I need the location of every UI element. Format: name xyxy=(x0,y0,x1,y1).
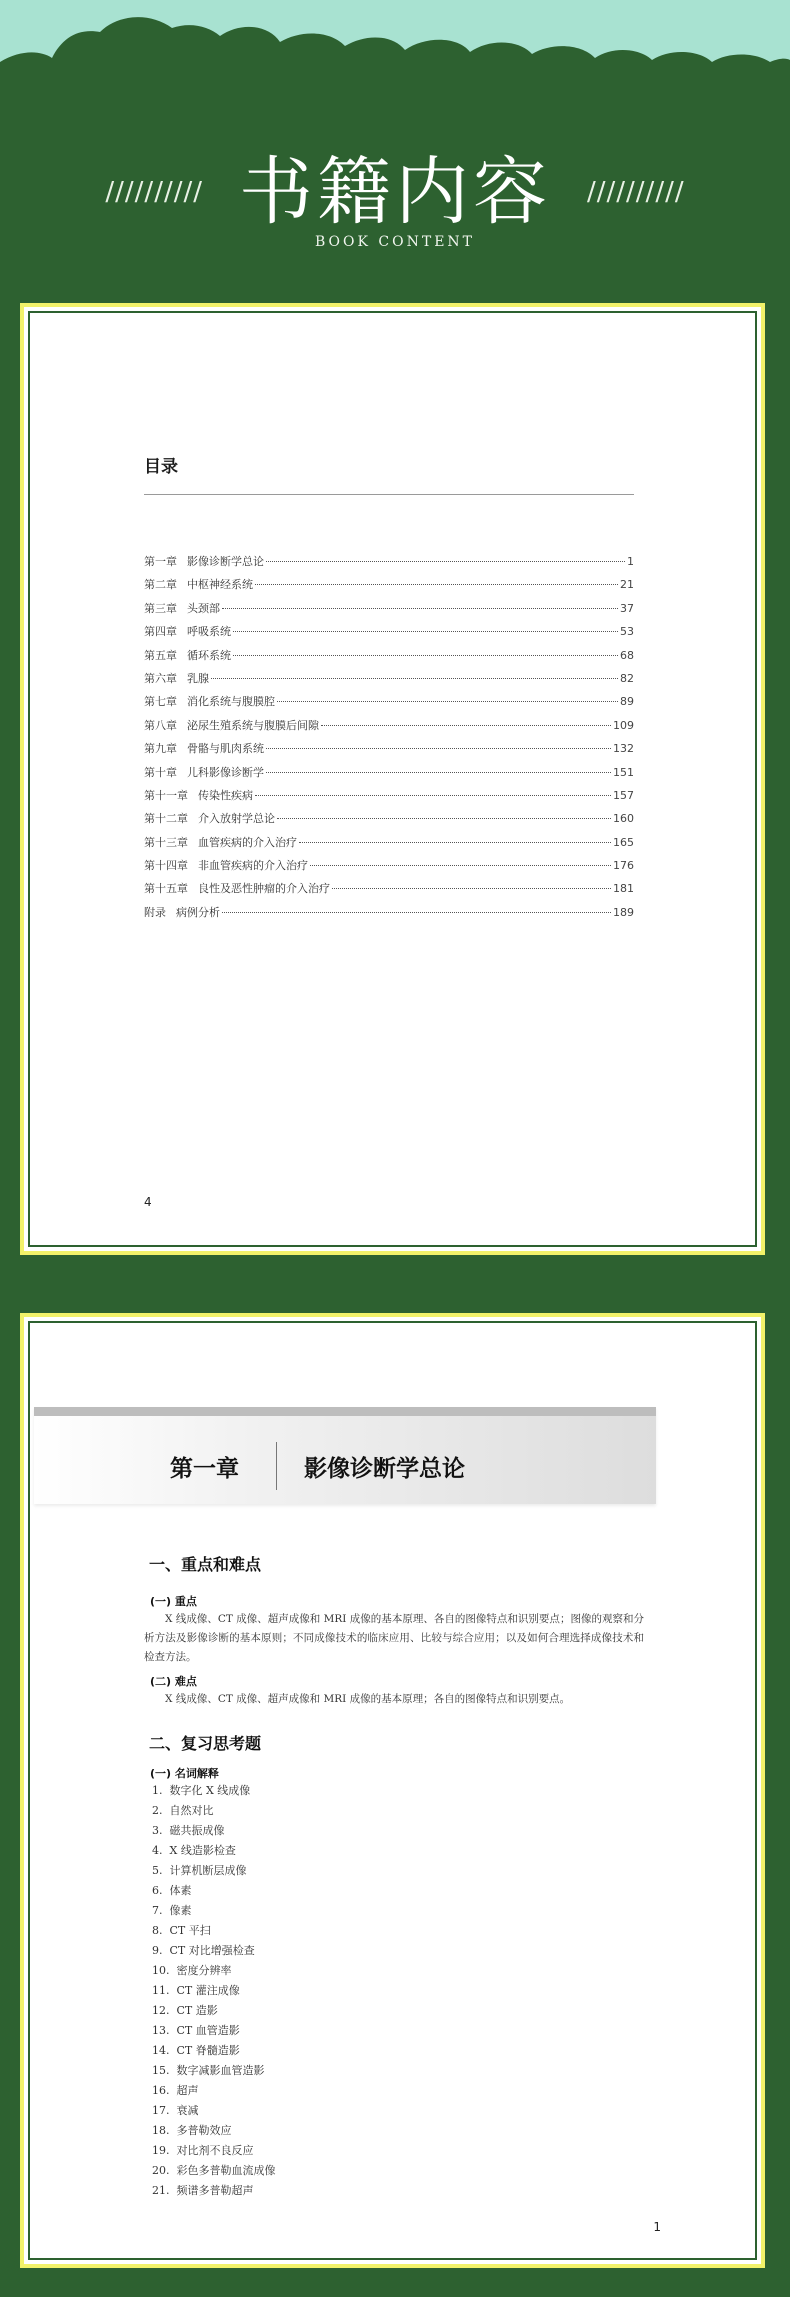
toc-page-ref: 109 xyxy=(613,718,634,732)
toc-page-frame xyxy=(20,303,765,1255)
toc-entry xyxy=(144,880,634,903)
toc-leader-dots xyxy=(222,912,611,913)
toc-chapter-label: 第十三章 xyxy=(144,835,188,849)
toc-chapter-name: 病例分析 xyxy=(176,905,220,919)
toc-entry xyxy=(144,740,634,763)
toc-leader-dots xyxy=(299,842,611,843)
term-item: 21. 频谱多普勒超声 xyxy=(152,2184,254,2197)
term-item: 10. 密度分辨率 xyxy=(152,1964,232,1977)
toc-chapter-name: 头颈部 xyxy=(187,601,220,615)
toc-leader-dots xyxy=(332,888,611,889)
term-item: 2. 自然对比 xyxy=(152,1804,214,1817)
toc-leader-dots xyxy=(211,678,618,679)
toc-entry xyxy=(144,576,634,599)
term-item: 7. 像素 xyxy=(152,1904,192,1917)
hills-decoration xyxy=(0,0,790,140)
chapter-page-number: 1 xyxy=(653,2220,661,2234)
term-item: 3. 磁共振成像 xyxy=(152,1824,225,1837)
toc-chapter-name: 循环系统 xyxy=(187,648,231,662)
toc-page-ref: 151 xyxy=(613,765,634,779)
toc-entry xyxy=(144,553,634,576)
toc-chapter-label: 第一章 xyxy=(144,555,177,568)
toc-page-ref: 89 xyxy=(620,695,634,709)
toc-chapter-label: 第十四章 xyxy=(144,859,188,873)
term-item: 9. CT 对比增强检查 xyxy=(152,1944,255,1957)
toc-leader-dots xyxy=(266,772,611,773)
toc-chapter-name: 呼吸系统 xyxy=(187,625,231,639)
toc-chapter-label: 第四章 xyxy=(144,625,177,639)
toc-page-ref: 21 xyxy=(620,578,634,592)
toc-chapter-label: 第十一章 xyxy=(144,788,188,802)
chapter-title: 影像诊断学总论 xyxy=(304,1456,465,1482)
toc-chapter-name: 非血管疾病的介入治疗 xyxy=(198,859,308,873)
term-item: 12. CT 造影 xyxy=(152,2004,218,2017)
toc-chapter-name: 血管疾病的介入治疗 xyxy=(198,835,297,849)
toc-entry xyxy=(144,717,634,740)
term-item: 1. 数字化 X 线成像 xyxy=(152,1784,251,1797)
toc-leader-dots xyxy=(277,818,611,819)
term-item: 14. CT 脊髓造影 xyxy=(152,2044,240,2057)
subheading-key-points: (一) 重点 xyxy=(150,1595,197,1608)
term-item: 13. CT 血管造影 xyxy=(152,2024,240,2037)
term-item: 16. 超声 xyxy=(152,2084,199,2097)
slash-decoration-left: ////////// xyxy=(105,177,203,207)
toc-entry xyxy=(144,834,634,857)
toc-chapter-name: 良性及恶性肿瘤的介入治疗 xyxy=(198,882,330,896)
toc-entry xyxy=(144,647,634,670)
subheading-terms: (一) 名词解释 xyxy=(150,1767,219,1780)
difficulties-text: X 线成像、CT 成像、超声成像和 MRI 成像的基本原理；各自的图像特点和识别要点。 xyxy=(165,1693,571,1705)
term-item: 20. 彩色多普勒血流成像 xyxy=(152,2164,276,2177)
toc-chapter-name: 消化系统与腹膜腔 xyxy=(187,695,275,709)
toc-leader-dots xyxy=(277,701,618,702)
toc-leader-dots xyxy=(233,631,618,632)
toc-page-ref: 165 xyxy=(613,835,634,849)
toc-chapter-label: 第八章 xyxy=(144,718,177,732)
toc-divider xyxy=(144,494,634,495)
toc-chapter-name: 儿科影像诊断学 xyxy=(187,765,264,779)
toc-entry xyxy=(144,787,634,810)
toc-page-ref: 37 xyxy=(620,601,634,615)
toc-page-ref: 160 xyxy=(613,812,634,826)
toc-entry xyxy=(144,693,634,716)
toc-page-ref: 157 xyxy=(613,788,634,802)
toc-leader-dots xyxy=(255,584,618,585)
terms-list xyxy=(152,1781,276,2201)
toc-chapter-label: 第十章 xyxy=(144,765,177,779)
toc-chapter-label: 第六章 xyxy=(144,671,177,685)
chapter-page-frame xyxy=(20,1313,765,2268)
toc-entry xyxy=(144,623,634,646)
chapter-divider xyxy=(276,1442,277,1490)
chapter-number: 第一章 xyxy=(170,1456,239,1482)
page-title: 书籍内容 xyxy=(239,149,551,235)
toc-leader-dots xyxy=(266,561,625,562)
toc-page-ref: 1 xyxy=(627,555,634,568)
toc-chapter-label: 第七章 xyxy=(144,695,177,709)
toc-page-ref: 53 xyxy=(620,625,634,639)
toc-chapter-label: 第十二章 xyxy=(144,812,188,826)
term-item: 5. 计算机断层成像 xyxy=(152,1864,247,1877)
toc-page-ref: 176 xyxy=(613,859,634,873)
toc-title: 目录 xyxy=(144,457,178,477)
toc-chapter-label: 第五章 xyxy=(144,648,177,662)
toc-leader-dots xyxy=(222,608,618,609)
slash-decoration-right: ////////// xyxy=(587,177,685,207)
toc-chapter-name: 乳腺 xyxy=(187,671,209,685)
toc-chapter-name: 介入放射学总论 xyxy=(198,812,275,826)
toc-chapter-label: 第三章 xyxy=(144,601,177,615)
toc-leader-dots xyxy=(321,725,611,726)
toc-chapter-label: 第二章 xyxy=(144,578,177,592)
term-item: 8. CT 平扫 xyxy=(152,1924,211,1937)
toc-page-ref: 82 xyxy=(620,671,634,685)
toc-leader-dots xyxy=(266,748,611,749)
toc-page-ref: 181 xyxy=(613,882,634,896)
term-item: 17. 衰减 xyxy=(152,2104,199,2117)
toc-entry xyxy=(144,857,634,880)
toc-chapter-name: 骨骼与肌肉系统 xyxy=(187,742,264,756)
toc-chapter-label: 第九章 xyxy=(144,742,177,756)
toc-chapter-name: 中枢神经系统 xyxy=(187,578,253,592)
chapter-banner xyxy=(34,1407,656,1504)
toc-page-ref: 189 xyxy=(613,905,634,919)
page-subtitle: BOOK CONTENT xyxy=(315,234,475,250)
toc-chapter-name: 泌尿生殖系统与腹膜后间隙 xyxy=(187,718,319,732)
toc-chapter-label: 第十五章 xyxy=(144,882,188,896)
toc-leader-dots xyxy=(310,865,611,866)
toc-page-ref: 132 xyxy=(613,742,634,756)
header xyxy=(0,150,790,250)
toc-entry xyxy=(144,904,634,927)
toc-entry xyxy=(144,600,634,623)
toc-entry xyxy=(144,810,634,833)
toc-entry xyxy=(144,670,634,693)
toc-chapter-name: 影像诊断学总论 xyxy=(187,555,264,568)
term-item: 11. CT 灌注成像 xyxy=(152,1984,240,1997)
subheading-difficulties: (二) 难点 xyxy=(150,1675,197,1688)
term-item: 19. 对比剂不良反应 xyxy=(152,2144,254,2157)
section-heading-key-points: 一、重点和难点 xyxy=(149,1555,262,1574)
toc-chapter-label: 附录 xyxy=(144,905,166,919)
toc-leader-dots xyxy=(233,655,618,656)
term-item: 18. 多普勒效应 xyxy=(152,2124,232,2137)
term-item: 15. 数字减影血管造影 xyxy=(152,2064,265,2077)
toc-list xyxy=(144,553,634,927)
key-points-text: X 线成像、CT 成像、超声成像和 MRI 成像的基本原理、各自的图像特点和识别要点；图像的观察和分析方法及影像诊断的基本原则；不同成像技术的临床应用、比较与综合应用；以及如何合理选择成像技术和检查方法。 xyxy=(144,1613,644,1663)
toc-leader-dots xyxy=(255,795,611,796)
toc-entry xyxy=(144,764,634,787)
section-heading-review: 二、复习思考题 xyxy=(149,1734,262,1753)
term-item: 6. 体素 xyxy=(152,1884,192,1897)
toc-page-number: 4 xyxy=(144,1195,152,1209)
toc-page-ref: 68 xyxy=(620,648,634,662)
term-item: 4. X 线造影检查 xyxy=(152,1844,236,1857)
toc-chapter-name: 传染性疾病 xyxy=(198,788,253,802)
